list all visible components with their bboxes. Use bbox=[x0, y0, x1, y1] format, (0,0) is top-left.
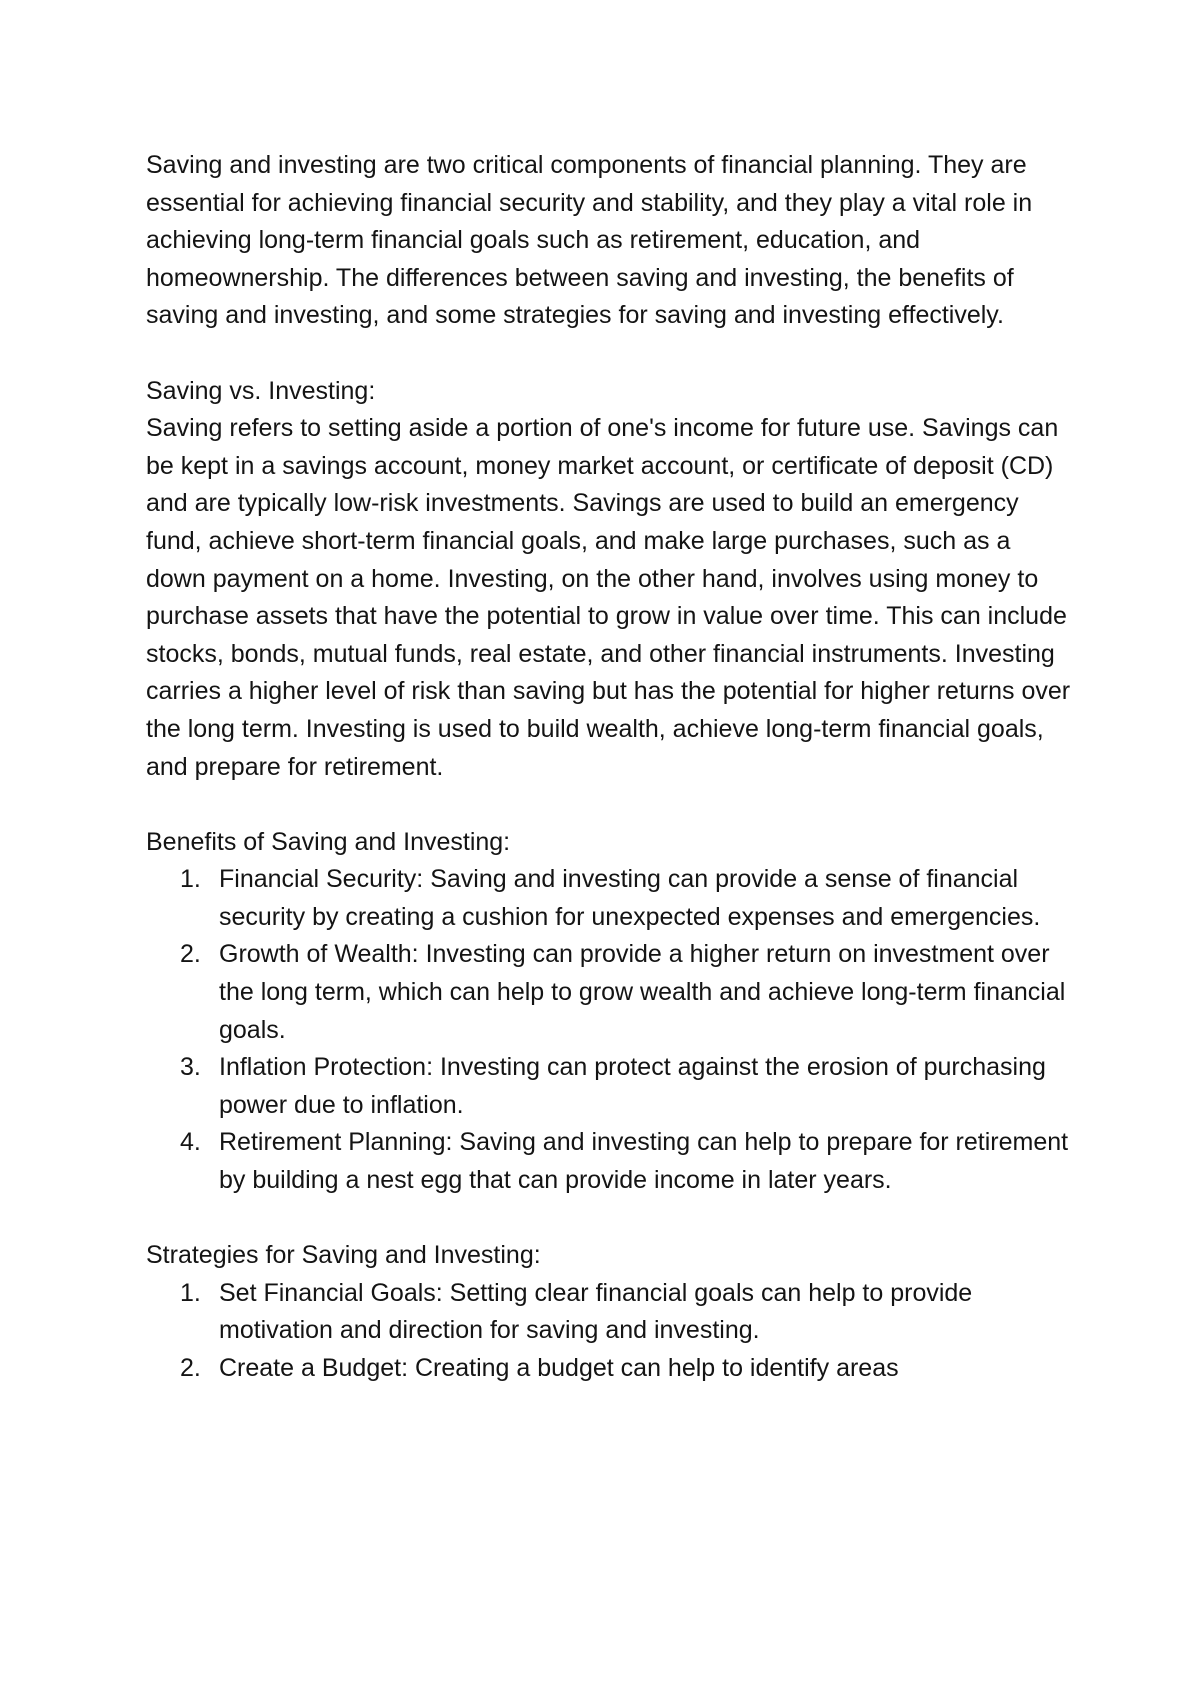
list-item-text: Growth of Wealth: Investing can provide a higher return on investment over the long term, which can help to grow wealth and achieve long-term financial goals. bbox=[219, 940, 1066, 1044]
paragraph-spacer bbox=[146, 1200, 1076, 1238]
list-item-number: 2. bbox=[180, 940, 201, 969]
document-page bbox=[146, 147, 1076, 1388]
list-item bbox=[146, 1350, 1076, 1388]
strategies-list bbox=[146, 1275, 1076, 1388]
strategies-heading: Strategies for Saving and Investing: bbox=[146, 1241, 541, 1270]
saving-vs-investing-paragraph: Saving refers to setting aside a portion of one's income for future use. Savings can be kept in a savings account, money market account, or certificate of deposit (CD) and are typically low-risk investments. Savings are used to build an emergency fund, achieve short-term financial goals, and make large purchases, such as a down payment on a home. Investing, on the other hand, involves using money to purchase assets that have the potential to grow in value over time. This can include stocks, bonds, mutual funds, real estate, and other financial instruments. Investing carries a higher level of risk than saving but has the potential for higher returns over the long term. Investing is used to build wealth, achieve long-term financial goals, and prepare for retirement. bbox=[146, 414, 1071, 781]
benefits-list bbox=[146, 861, 1076, 1199]
list-item-number: 1. bbox=[180, 1278, 201, 1307]
saving-vs-investing-heading: Saving vs. Investing: bbox=[146, 376, 376, 405]
paragraph-spacer bbox=[146, 335, 1076, 373]
list-item bbox=[146, 1124, 1076, 1199]
benefits-heading: Benefits of Saving and Investing: bbox=[146, 827, 511, 856]
list-item-text: Retirement Planning: Saving and investing can help to prepare for retirement by building a nest egg that can provide income in later years. bbox=[219, 1128, 1069, 1195]
list-item-number: 3. bbox=[180, 1053, 201, 1082]
paragraph-spacer bbox=[146, 786, 1076, 824]
list-item-text: Inflation Protection: Investing can protect against the erosion of purchasing power due to inflation. bbox=[219, 1053, 1046, 1119]
list-item-text: Create a Budget: Creating a budget can help to identify areas bbox=[219, 1354, 899, 1382]
list-item bbox=[146, 1275, 1076, 1350]
list-item-number: 1. bbox=[180, 865, 201, 894]
list-item bbox=[146, 861, 1076, 936]
list-item bbox=[146, 936, 1076, 1049]
list-item-number: 2. bbox=[180, 1354, 201, 1382]
list-item-number: 4. bbox=[180, 1128, 201, 1157]
intro-paragraph: Saving and investing are two critical components of financial planning. They are essential for achieving financial security and stability, and they play a vital role in achieving long-term financial goals such as retirement, education, and homeownership. The differences between saving and investing, the benefits of saving and investing, and some strategies for saving and investing effectively. bbox=[146, 151, 1033, 330]
list-item-text: Financial Security: Saving and investing can provide a sense of financial security by creating a cushion for unexpected expenses and emergencies. bbox=[219, 865, 1041, 931]
list-item bbox=[146, 1049, 1076, 1124]
list-item-text: Set Financial Goals: Setting clear financial goals can help to provide motivation and direction for saving and investing. bbox=[219, 1278, 973, 1345]
